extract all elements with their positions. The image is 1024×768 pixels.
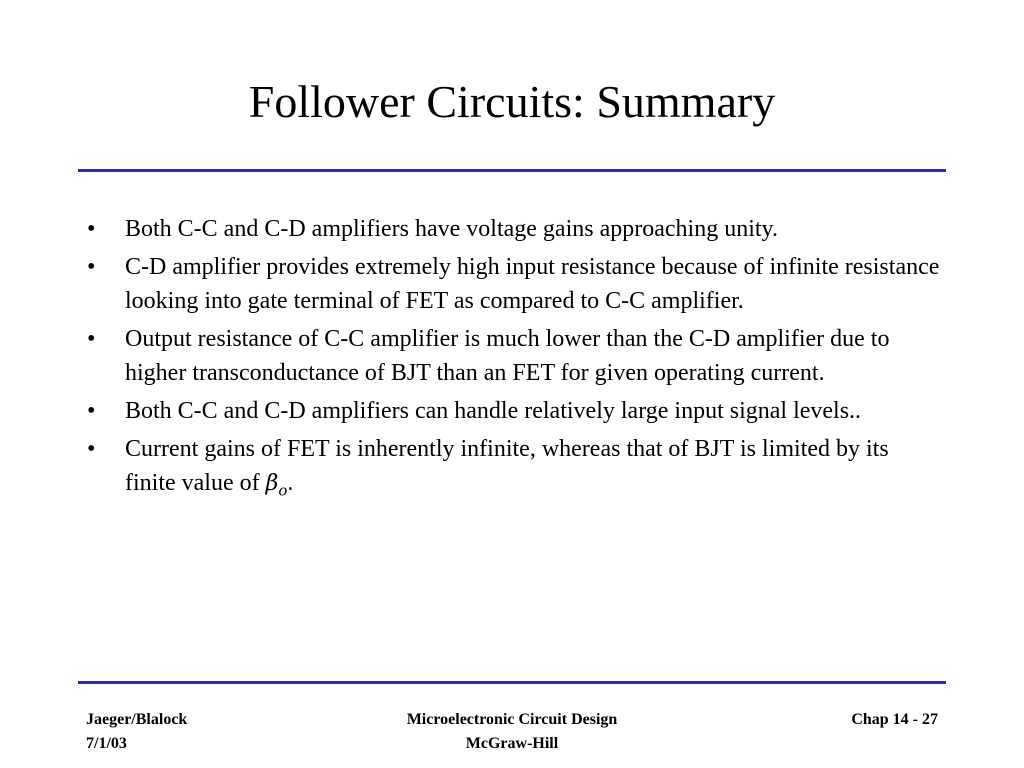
bullet-text: Current gains of FET is inherently infinite, whereas that of BJT is limited by its finite value of	[125, 436, 889, 496]
footer-book	[362, 708, 662, 756]
bullet-end-period: .	[287, 470, 294, 496]
footer-authors	[86, 708, 336, 756]
bullet-item	[85, 394, 945, 428]
slide-title: Follower Circuits: Summary	[248, 76, 776, 127]
footer-page-number: Chap 14 - 27	[851, 711, 938, 728]
bullet-icon: •	[87, 398, 96, 424]
beta-symbol: $\beta_o$	[265, 471, 288, 500]
footer-page	[688, 708, 938, 732]
bullet-icon: •	[87, 216, 96, 242]
bullet-list	[85, 212, 945, 511]
footer-author-names: Jaeger/Blalock	[86, 711, 188, 728]
footer-divider	[78, 681, 946, 684]
beta-subscript: o	[278, 481, 288, 500]
bullet-text: Output resistance of C-C amplifier is much lower than the C-D amplifier due to higher transconductance of BJT than an FET for given operating current.	[125, 326, 890, 386]
bullet-icon: •	[87, 326, 96, 352]
bullet-icon: •	[87, 436, 96, 462]
bullet-item	[85, 322, 945, 390]
footer-date: 7/1/03	[86, 735, 127, 752]
bullet-item	[85, 250, 945, 318]
bullet-item	[85, 212, 945, 246]
bullet-text: C-D amplifier provides extremely high input resistance because of infinite resistance looking into gate terminal of FET as compared to C-C amplifier.	[125, 254, 940, 314]
bullet-text: Both C-C and C-D amplifiers can handle relatively large input signal levels..	[125, 398, 862, 424]
footer-publisher: McGraw-Hill	[465, 735, 559, 752]
bullet-icon: •	[87, 254, 96, 280]
bullet-item	[85, 432, 945, 507]
bullet-text: Both C-C and C-D amplifiers have voltage gains approaching unity.	[125, 216, 778, 242]
footer-book-title: Microelectronic Circuit Design	[406, 711, 618, 728]
title-divider	[78, 169, 946, 172]
